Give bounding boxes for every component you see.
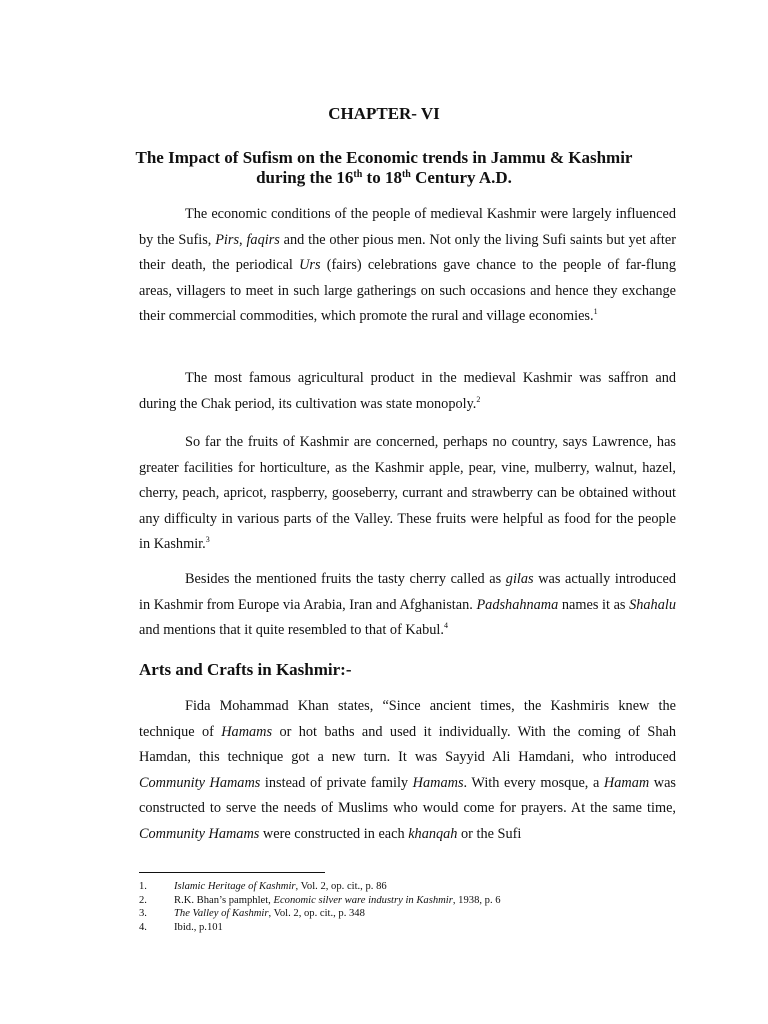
footnote-2: 2. R.K. Bhan’s pamphlet, Economic silver ware industry in Kashmir, 1938, p. 6 bbox=[139, 894, 501, 906]
footnote-ref-1[interactable]: 1 bbox=[593, 307, 598, 317]
paragraph-4: Besides the mentioned fruits the tasty cherry called as gilas was actually introduced in Kashmir from Europe via Arabia, Iran and Afghanistan. Padshahnama names it as Shahalu and mentions that it quite resembled to that of Kabul.$^4$ bbox=[139, 571, 676, 639]
paragraph-3: So far the fruits of Kashmir are concerned, perhaps no country, says Lawrence, has greater facilities for horticulture, as the Kashmir apple, pear, vine, mulberry, walnut, hazel, cherry, peach, apricot, raspberry, gooseberry, currant and strawberry can be obtained without any difficulty in various parts of the Valley. These fruits were helpful as food for the people in Kashmir.$^3$ bbox=[139, 434, 676, 553]
paragraph-2: The most famous agricultural product in the medieval Kashmir was saffron and during the Chak period, its cultivation was state monopoly.$^2$ bbox=[139, 370, 676, 412]
chapter-label: CHAPTER- VI bbox=[328, 104, 440, 123]
footnote-3: 3. The Valley of Kashmir, Vol. 2, op. cit., p. 348 bbox=[139, 908, 365, 920]
paragraph-1: The economic conditions of the people of medieval Kashmir were largely influenced by the Sufis, Pirs, faqirs and the other pious men. Not only the living Sufi saints but yet after their death, the periodical Urs (fairs) celebrations gave chance to the people of far-flung areas, villagers to meet in such large gatherings on such occasions and hence they exchange their commercial commodities, which promote the rural and village economies.$^1$ bbox=[139, 206, 676, 325]
footnotes bbox=[139, 880, 501, 934]
footnote-ref-3[interactable]: 3 bbox=[205, 535, 210, 545]
footnote-4: 4. Ibid., p.101 bbox=[139, 921, 223, 933]
section-heading: Arts and Crafts in Kashmir:- bbox=[139, 660, 352, 679]
footnote-divider bbox=[139, 872, 325, 873]
title-line-2: during the 16th to 18th Century A.D. bbox=[256, 168, 512, 187]
footnote-1: 1. Islamic Heritage of Kashmir, Vol. 2, op. cit., p. 86 bbox=[139, 881, 387, 892]
title-line-1: The Impact of Sufism on the Economic trends in Jammu & Kashmir bbox=[135, 148, 633, 167]
chapter-title bbox=[110, 148, 658, 188]
footnote-ref-4[interactable]: 4 bbox=[443, 621, 448, 631]
footnote-ref-2[interactable]: 2 bbox=[476, 394, 481, 404]
paragraph-5: Fida Mohammad Khan states, “Since ancient times, the Kashmiris knew the technique of Hamams or hot baths and used it individually. With the coming of Shah Hamdan, this technique got a new turn. It was Sayyid Ali Hamdani, who introduced Community Hamams instead of private family Hamams. With every mosque, a Hamam was constructed to serve the needs of Muslims who would come for prayers. At the same time, Community Hamams were constructed in each khanqah or the Sufi bbox=[139, 698, 676, 842]
